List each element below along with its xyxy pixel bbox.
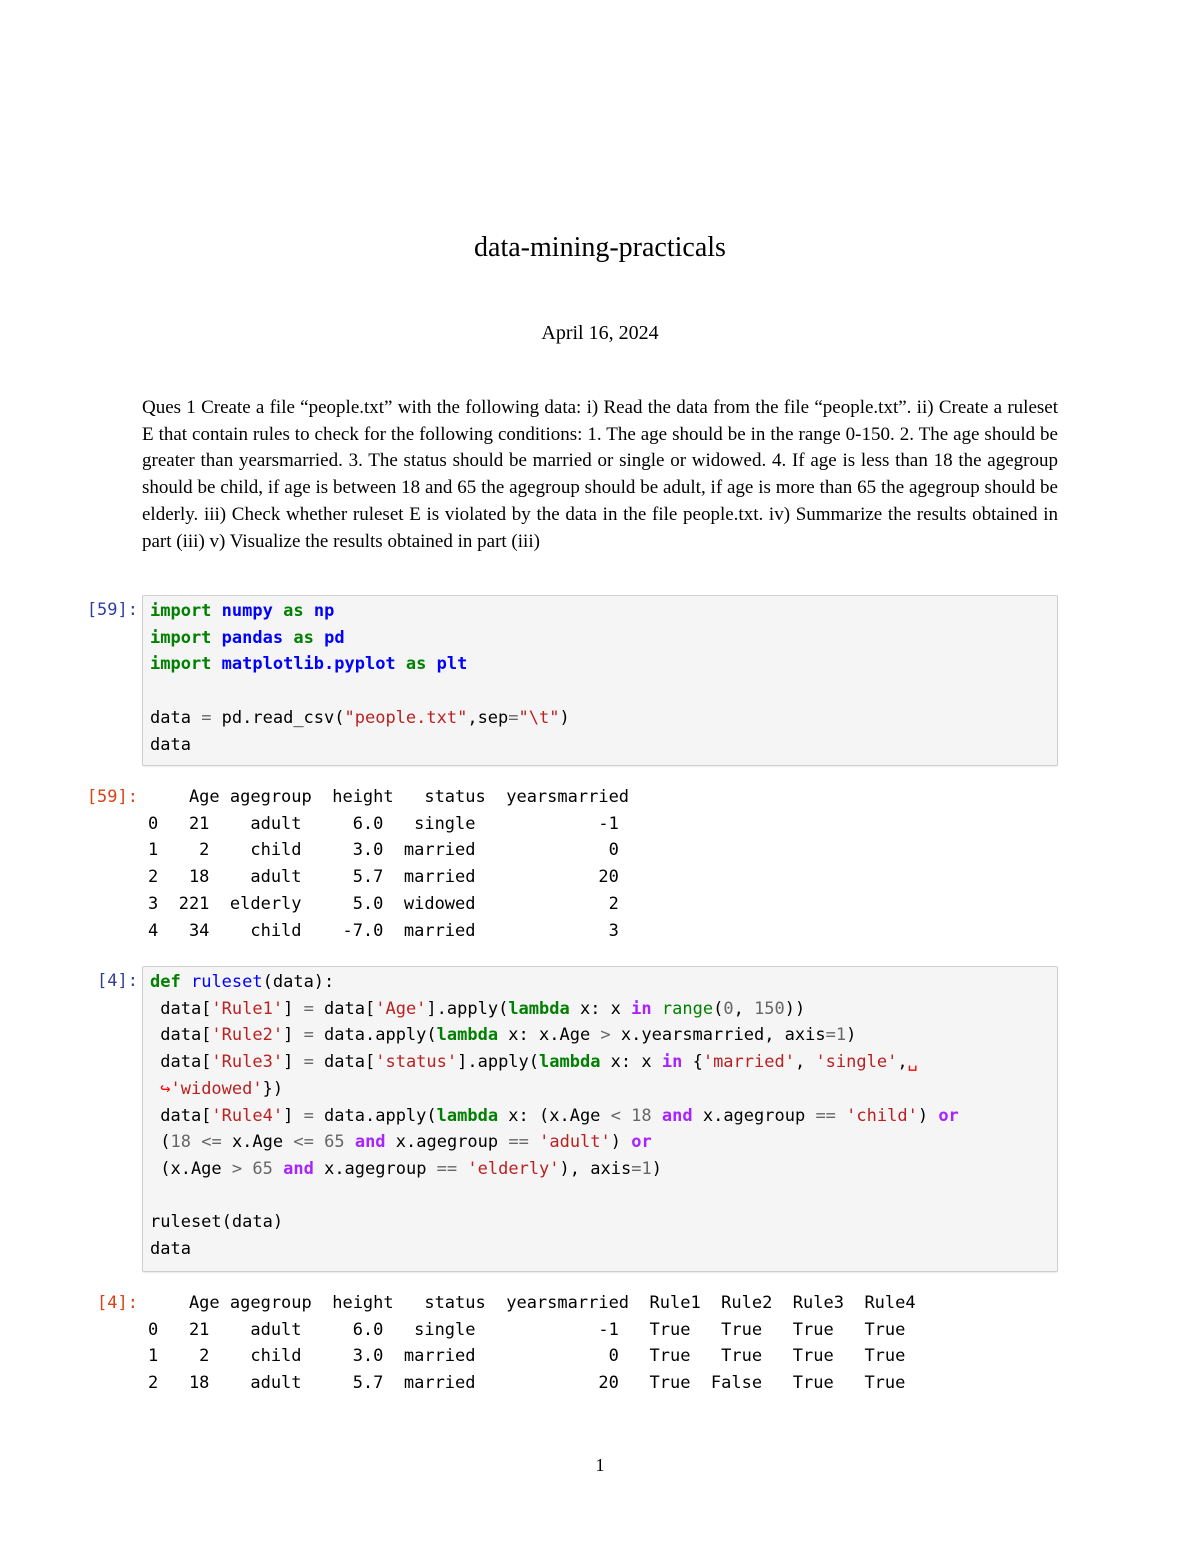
- code-string: 'Rule3': [211, 1052, 284, 1073]
- code-text: x.agegroup: [385, 1132, 509, 1153]
- kw-import: import: [150, 654, 212, 675]
- code-space: [652, 1106, 662, 1126]
- code-text: data[: [150, 1052, 212, 1073]
- code-space: [273, 1159, 283, 1179]
- table-row: 0 21 adult 6.0 single -1: [148, 813, 619, 834]
- table-row: 0 21 adult 6.0 single -1 True True True True: [148, 1319, 906, 1340]
- code-text: {: [682, 1052, 703, 1073]
- code-number: 65: [252, 1158, 273, 1179]
- code-string: 'adult': [539, 1132, 611, 1153]
- code-string: "people.txt": [344, 707, 468, 728]
- code-operator: =: [303, 1052, 314, 1073]
- table-row: 3 221 elderly 5.0 widowed 2: [148, 893, 619, 914]
- code-string: 'status': [375, 1052, 458, 1073]
- code-cell-imports[interactable]: [142, 595, 1058, 766]
- code-text: x: x: [600, 1052, 662, 1073]
- code-string: 'elderly': [467, 1158, 560, 1179]
- kw-and: and: [661, 1105, 693, 1126]
- code-text: (: [713, 998, 724, 1019]
- code-operator: =: [303, 1025, 314, 1046]
- code-space: [345, 1132, 355, 1152]
- code-string: 'single': [815, 1052, 898, 1073]
- code-space: [621, 1106, 631, 1126]
- code-text: data[: [150, 1105, 212, 1126]
- code-number: 1: [835, 1025, 847, 1046]
- code-operator: >: [600, 1025, 611, 1046]
- code-space: [529, 1132, 539, 1152]
- code-space: [836, 1106, 846, 1126]
- table-row: 2 18 adult 5.7 married 20 True False True True: [148, 1373, 906, 1394]
- code-text: data[: [150, 998, 212, 1019]
- code-operator: =: [201, 707, 212, 728]
- code-number: 18: [170, 1132, 191, 1153]
- code-operator: <=: [293, 1132, 314, 1153]
- question-text: Ques 1 Create a file “people.txt” with the following data: i) Read the data from the file “people.txt”. ii) Create a ruleset E that contain rules to check for the following conditions: 1. The age should be in the range 0-150. 2. The age should be greater than yearsmarried. 3. The status should be married or single or widowed. 4. If age is less than 18 the agegroup should be child, if age is between 18 and 65 the agegroup should be adult, if age is more than 65 the agegroup should be elderly. iii) Check whether ruleset E is violated by the data in the file people.txt. iv) Summarize the results obtained in part (iii) v) Visualize the results obtained in part (iii): [142, 397, 1058, 552]
- code-text: x.Age: [221, 1132, 294, 1153]
- code-text: x.agegroup: [692, 1105, 816, 1126]
- code-text: x: x.Age: [498, 1025, 601, 1046]
- code-text: pd.read_csv(: [211, 707, 345, 728]
- code-space: [457, 1159, 467, 1179]
- code-number: 65: [324, 1132, 345, 1153]
- document-date: April 16, 2024: [541, 322, 659, 344]
- line-continuation-icon: ↪: [150, 1078, 171, 1099]
- code-text: data.apply(: [313, 1105, 437, 1126]
- line-wrap-icon: ␣: [907, 1052, 918, 1073]
- code-text: ruleset(data): [150, 1212, 284, 1233]
- kw-as: as: [293, 627, 314, 648]
- kw-import: import: [150, 601, 212, 621]
- code-text: ,: [794, 1052, 816, 1073]
- code-space: [242, 1159, 252, 1179]
- code-number: 1: [641, 1158, 652, 1179]
- code-string: "\t": [518, 707, 560, 728]
- code-text: ].apply(: [426, 998, 509, 1019]
- code-text: ,sep: [467, 707, 509, 728]
- code-text: data: [150, 734, 191, 755]
- code-operator: ==: [436, 1158, 458, 1179]
- code-operator: =: [631, 1158, 642, 1179]
- kw-as: as: [283, 601, 304, 621]
- code-text: (data):: [262, 972, 335, 992]
- code-text: }): [262, 1078, 284, 1099]
- kw-import: import: [150, 627, 212, 648]
- alias-name: plt: [436, 654, 468, 675]
- code-operator: ==: [508, 1132, 529, 1153]
- builtin-range: range: [661, 998, 714, 1019]
- code-text: ,: [897, 1052, 908, 1073]
- kw-and: and: [354, 1132, 386, 1153]
- module-name: matplotlib.pyplot: [221, 654, 396, 675]
- code-text: x.yearsmarried, axis: [610, 1025, 826, 1046]
- kw-lambda: lambda: [539, 1052, 601, 1073]
- code-operator: =: [303, 998, 314, 1019]
- code-text: data: [150, 1239, 191, 1260]
- page-number: 1: [595, 1455, 605, 1475]
- input-prompt-4: [4]:: [97, 971, 138, 991]
- code-text: ]: [283, 1025, 304, 1046]
- output-prompt-59: [59]:: [86, 787, 138, 807]
- code-operator: =: [508, 707, 519, 728]
- table-header: Age agegroup height status yearsmarried: [148, 787, 630, 807]
- code-string: 'Rule4': [211, 1105, 284, 1126]
- code-string: 'married': [702, 1052, 795, 1073]
- kw-and: and: [283, 1158, 314, 1179]
- code-text: ), axis: [559, 1158, 632, 1179]
- code-text: ]: [283, 1105, 304, 1126]
- module-name: pandas: [221, 627, 284, 648]
- code-text: ): [917, 1105, 939, 1126]
- code-operator: =: [303, 1105, 314, 1126]
- kw-or: or: [938, 1105, 959, 1126]
- output-table-rules: [148, 1290, 916, 1397]
- kw-or: or: [631, 1132, 652, 1153]
- code-string: 'Age': [375, 998, 427, 1019]
- code-text: x.agegroup: [313, 1158, 437, 1179]
- code-text: ): [651, 1158, 662, 1179]
- code-string: 'child': [846, 1105, 918, 1126]
- code-text: x: (x.Age: [498, 1105, 611, 1126]
- output-prompt-4: [4]:: [97, 1293, 138, 1313]
- code-space: [652, 999, 662, 1019]
- kw-in: in: [631, 998, 652, 1019]
- code-text: )): [784, 998, 806, 1019]
- alias-name: np: [313, 601, 335, 621]
- kw-lambda: lambda: [508, 998, 570, 1019]
- table-row: 2 18 adult 5.7 married 20: [148, 867, 619, 888]
- code-number: 150: [754, 998, 785, 1019]
- code-text: data[: [313, 1052, 376, 1073]
- code-text: ,: [733, 998, 755, 1019]
- code-space: [191, 1132, 201, 1152]
- code-operator: =: [825, 1025, 836, 1046]
- code-text: ]: [283, 1052, 304, 1073]
- code-number: 0: [723, 998, 734, 1019]
- code-text: ]: [283, 998, 304, 1019]
- code-text: (x.Age: [150, 1158, 232, 1179]
- output-table-people: [148, 784, 629, 944]
- kw-def: def: [150, 972, 181, 992]
- table-row: 1 2 child 3.0 married 0: [148, 840, 619, 861]
- code-text: data: [150, 707, 202, 728]
- code-text: ): [846, 1025, 857, 1046]
- kw-lambda: lambda: [436, 1025, 499, 1046]
- code-text: ): [610, 1132, 632, 1153]
- module-name: numpy: [221, 601, 273, 621]
- code-number: 18: [631, 1105, 652, 1126]
- code-text: ].apply(: [457, 1052, 540, 1073]
- code-cell-ruleset[interactable]: [142, 966, 1058, 1272]
- document-title: data-mining-practicals: [474, 232, 726, 263]
- code-operator: <: [610, 1105, 621, 1126]
- code-string: 'widowed': [170, 1078, 263, 1099]
- alias-name: pd: [324, 627, 345, 648]
- code-text: (: [150, 1132, 171, 1153]
- code-text: data.apply(: [313, 1025, 437, 1046]
- code-operator: <=: [201, 1132, 222, 1153]
- code-text: x: x: [569, 998, 632, 1019]
- function-name: ruleset: [190, 972, 263, 992]
- code-string: 'Rule1': [211, 998, 284, 1019]
- table-header: Age agegroup height status yearsmarried Rule1 Rule2 Rule3 Rule4: [148, 1293, 916, 1313]
- code-string: 'Rule2': [211, 1025, 284, 1046]
- input-prompt-59: [59]:: [86, 600, 138, 620]
- code-operator: ==: [815, 1105, 836, 1126]
- code-space: [314, 1132, 324, 1152]
- code-operator: >: [231, 1158, 243, 1179]
- code-text: data[: [313, 998, 376, 1019]
- kw-lambda: lambda: [436, 1105, 499, 1126]
- code-block-ruleset: [143, 967, 1057, 1265]
- code-block-imports: [143, 596, 1057, 760]
- table-row: 1 2 child 3.0 married 0 True True True True: [148, 1346, 906, 1367]
- code-text: data[: [150, 1025, 212, 1046]
- kw-as: as: [405, 654, 427, 675]
- table-row: 4 34 child -7.0 married 3: [148, 920, 619, 941]
- kw-in: in: [661, 1052, 683, 1073]
- code-text: ): [559, 707, 570, 728]
